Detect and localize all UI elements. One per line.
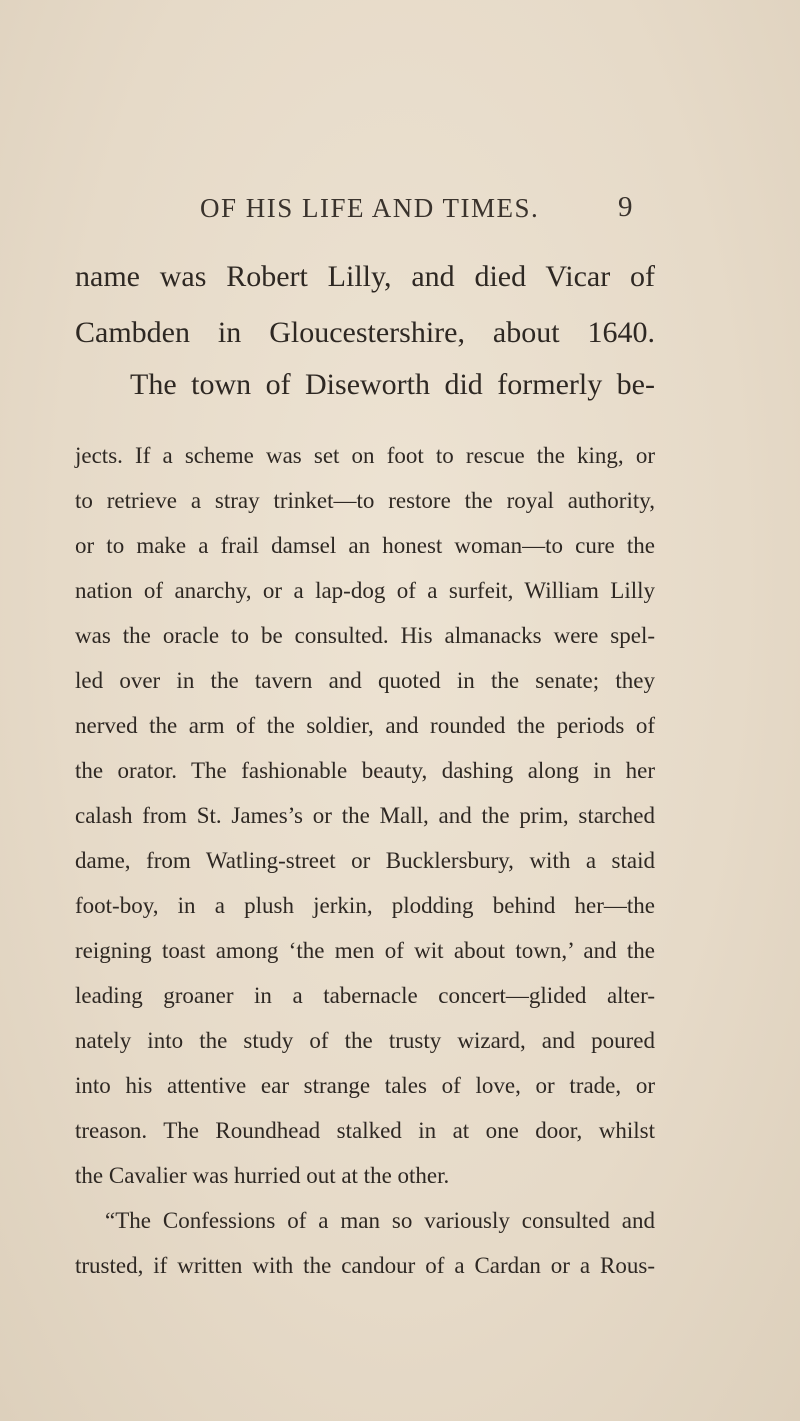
text-line: leading groaner in a tabernacle concert—glided alter- [75, 983, 655, 1008]
text-line: calash from St. James’s or the Mall, and the prim, starched [75, 803, 655, 828]
text-line: led over in the tavern and quoted in the senate; they [75, 668, 655, 693]
text-line: the orator. The fashionable beauty, dashing along in her [75, 758, 655, 783]
text-line: foot-boy, in a plush jerkin, plodding behind her—the [75, 893, 655, 918]
text-line: dame, from Watling-street or Bucklersbury, with a staid [75, 848, 655, 873]
text-line: nation of anarchy, or a lap-dog of a surfeit, William Lilly [75, 578, 655, 603]
page-header [0, 193, 800, 233]
text-line: or to make a frail damsel an honest woman—to cure the [75, 533, 655, 558]
text-line: “The Confessions of a man so variously consulted and [105, 1208, 655, 1233]
running-head: OF HIS LIFE AND TIMES. [200, 193, 540, 223]
text-line: The town of Diseworth did formerly be- [130, 368, 655, 401]
text-line: reigning toast among ‘the men of wit about town,’ and the [75, 938, 655, 963]
text-line: was the oracle to be consulted. His almanacks were spel- [75, 623, 655, 648]
text-line: trusted, if written with the candour of a Cardan or a Rous- [75, 1253, 655, 1278]
text-line: Cambden in Gloucestershire, about 1640. [75, 316, 655, 349]
page-number: 9 [618, 191, 633, 223]
text-line: nerved the arm of the soldier, and rounded the periods of [75, 713, 655, 738]
text-line: into his attentive ear strange tales of love, or trade, or [75, 1073, 655, 1098]
text-line: to retrieve a stray trinket—to restore the royal authority, [75, 488, 655, 513]
text-line: treason. The Roundhead stalked in at one door, whilst [75, 1118, 655, 1143]
text-line: name was Robert Lilly, and died Vicar of [75, 260, 655, 293]
text-line: the Cavalier was hurried out at the other. [75, 1163, 450, 1188]
text-line: jects. If a scheme was set on foot to rescue the king, or [75, 443, 655, 468]
text-line: nately into the study of the trusty wizard, and poured [75, 1028, 655, 1053]
